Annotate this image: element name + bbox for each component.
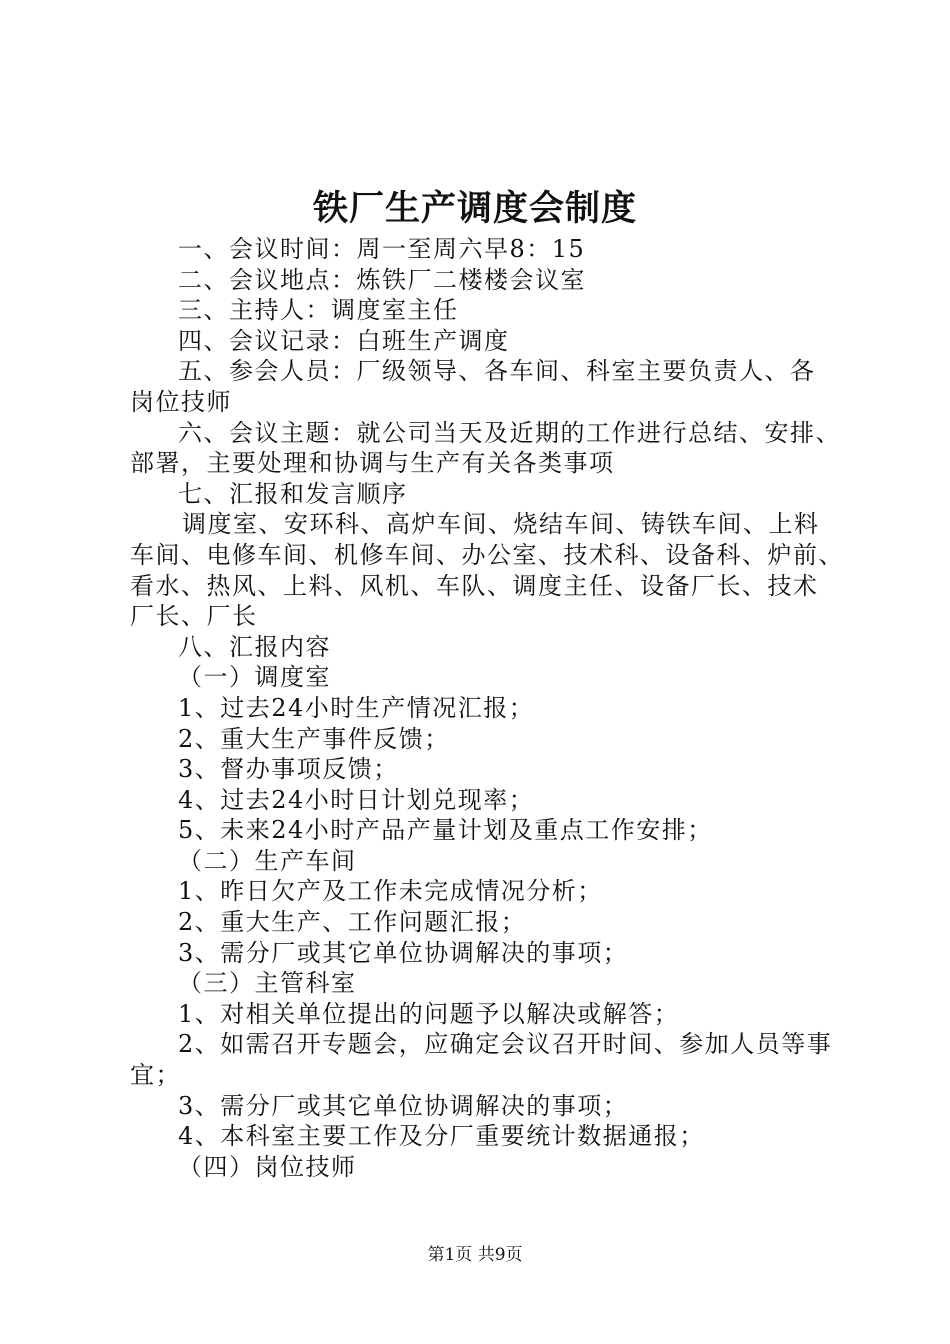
body-line: 调度室、安环科、高炉车间、烧结车间、铸铁车间、上料: [182, 510, 820, 539]
body-line: 岗位技师: [130, 387, 232, 416]
body-line: 3、需分厂或其它单位协调解决的事项；: [178, 938, 629, 967]
body-line: 六、会议主题：就公司当天及近期的工作进行总结、安排、: [178, 418, 841, 447]
body-line: 1、对相关单位提出的问题予以解决或解答；: [178, 999, 680, 1028]
body-line: 七、汇报和发言顺序: [178, 479, 408, 508]
body-line: 3、督办事项反馈；: [178, 755, 399, 784]
body-line: （二）生产车间: [178, 846, 357, 875]
body-line: 2、如需召开专题会，应确定会议召开时间、参加人员等事: [178, 1030, 833, 1059]
body-line: 五、参会人员：厂级领导、各车间、科室主要负责人、各: [178, 357, 816, 386]
body-line: （一）调度室: [178, 663, 331, 692]
body-line: 车间、电修车间、机修车间、办公室、技术科、设备科、炉前、: [130, 540, 844, 569]
body-line: 八、汇报内容: [178, 632, 331, 661]
body-line: 厂长、厂长: [130, 602, 258, 631]
body-line: 3、需分厂或其它单位协调解决的事项；: [178, 1091, 629, 1120]
body-line: （四）岗位技师: [178, 1152, 357, 1181]
document-title: 铁厂生产调度会制度: [312, 188, 637, 229]
body-line: 1、过去24小时生产情况汇报；: [178, 693, 535, 722]
body-line: 二、会议地点：炼铁厂二楼楼会议室: [178, 265, 586, 294]
body-line: 看水、热风、上料、风机、车队、调度主任、设备厂长、技术: [130, 571, 819, 600]
body-line: 2、重大生产、工作问题汇报；: [178, 908, 527, 937]
body-line: 宜；: [130, 1061, 181, 1090]
body-line: 4、过去24小时日计划兑现率；: [178, 785, 535, 814]
body-line: 三、主持人：调度室主任: [178, 296, 459, 325]
body-line: 一、会议时间：周一至周六早8：15: [178, 235, 586, 263]
body-line: 2、重大生产事件反馈；: [178, 724, 450, 753]
document-body: [130, 234, 850, 1182]
body-line: （三）主管科室: [178, 969, 357, 998]
body-line: 1、昨日欠产及工作未完成情况分析；: [178, 877, 603, 906]
body-line: 部署，主要处理和协调与生产有关各类事项: [130, 449, 615, 478]
body-line: 5、未来24小时产品产量计划及重点工作安排；: [178, 816, 713, 845]
body-line: 4、本科室主要工作及分厂重要统计数据通报；: [178, 1122, 705, 1151]
page-footer: 第1页 共9页: [427, 1245, 523, 1265]
body-line: 四、会议记录：白班生产调度: [178, 326, 510, 355]
